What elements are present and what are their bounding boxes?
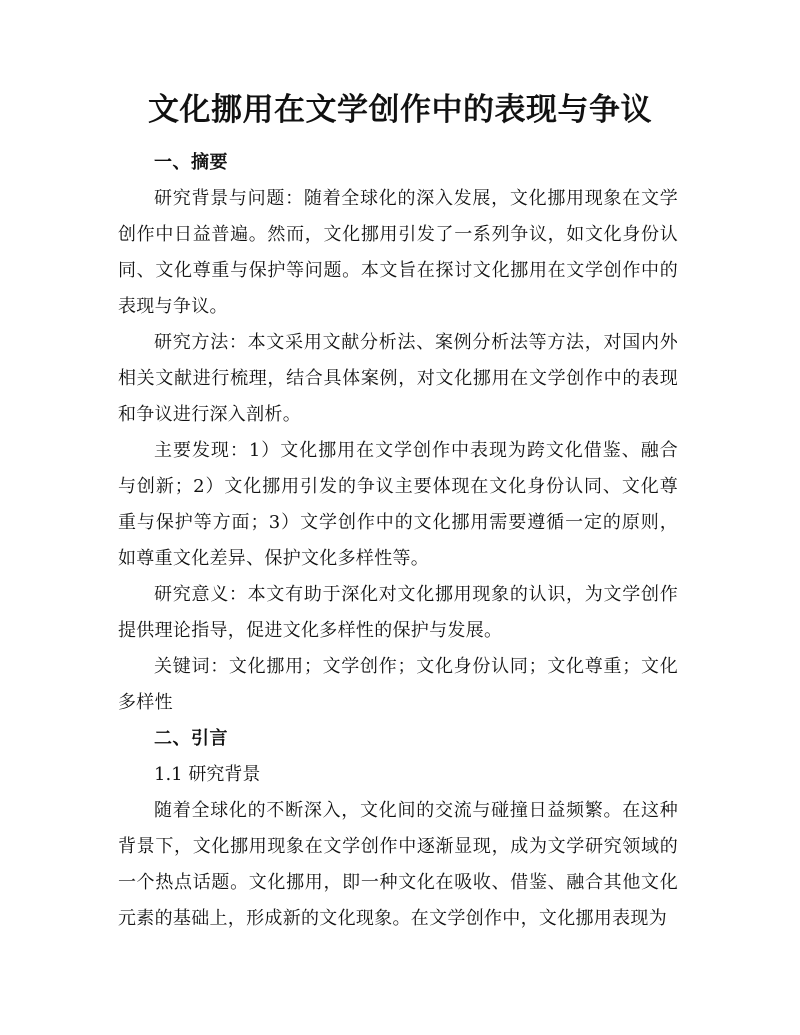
research-background-subheading: 1.1 研究背景 [154,764,261,785]
abstract-heading: 一、摘要 [154,152,228,173]
abstract-background-paragraph: 研究背景与问题：随着全球化的深入发展，文化挪用现象在文学创作中日益普遍。然而，文化挪用引发了一系列争议，如文化身份认同、文化尊重与保护等问题。本文旨在探讨文化挪用在文学创作中的表现与争议。 [118,188,678,317]
abstract-findings-paragraph: 主要发现：1）文化挪用在文学创作中表现为跨文化借鉴、融合与创新；2）文化挪用引发的争议主要体现在文化身份认同、文化尊重与保护等方面；3）文学创作中的文化挪用需要遵循一定的原则，如尊重文化差异、保护文化多样性等。 [118,440,678,569]
abstract-significance-paragraph: 研究意义：本文有助于深化对文化挪用现象的认识，为文学创作提供理论指导，促进文化多样性的保护与发展。 [118,584,678,641]
document-title: 文化挪用在文学创作中的表现与争议 [148,92,652,128]
document-body [118,145,678,937]
abstract-keywords-paragraph: 关键词：文化挪用；文学创作；文化身份认同；文化尊重；文化多样性 [118,656,678,713]
introduction-heading: 二、引言 [154,728,228,749]
introduction-paragraph: 随着全球化的不断深入，文化间的交流与碰撞日益频繁。在这种背景下，文化挪用现象在文学创作中逐渐显现，成为文学研究领域的一个热点话题。文化挪用，即一种文化在吸收、借鉴、融合其他文化元素的基础上，形成新的文化现象。在文学创作中，文化挪用表现为 [118,800,678,929]
abstract-methods-paragraph: 研究方法：本文采用文献分析法、案例分析法等方法，对国内外相关文献进行梳理，结合具体案例，对文化挪用在文学创作中的表现和争议进行深入剖析。 [118,332,678,425]
